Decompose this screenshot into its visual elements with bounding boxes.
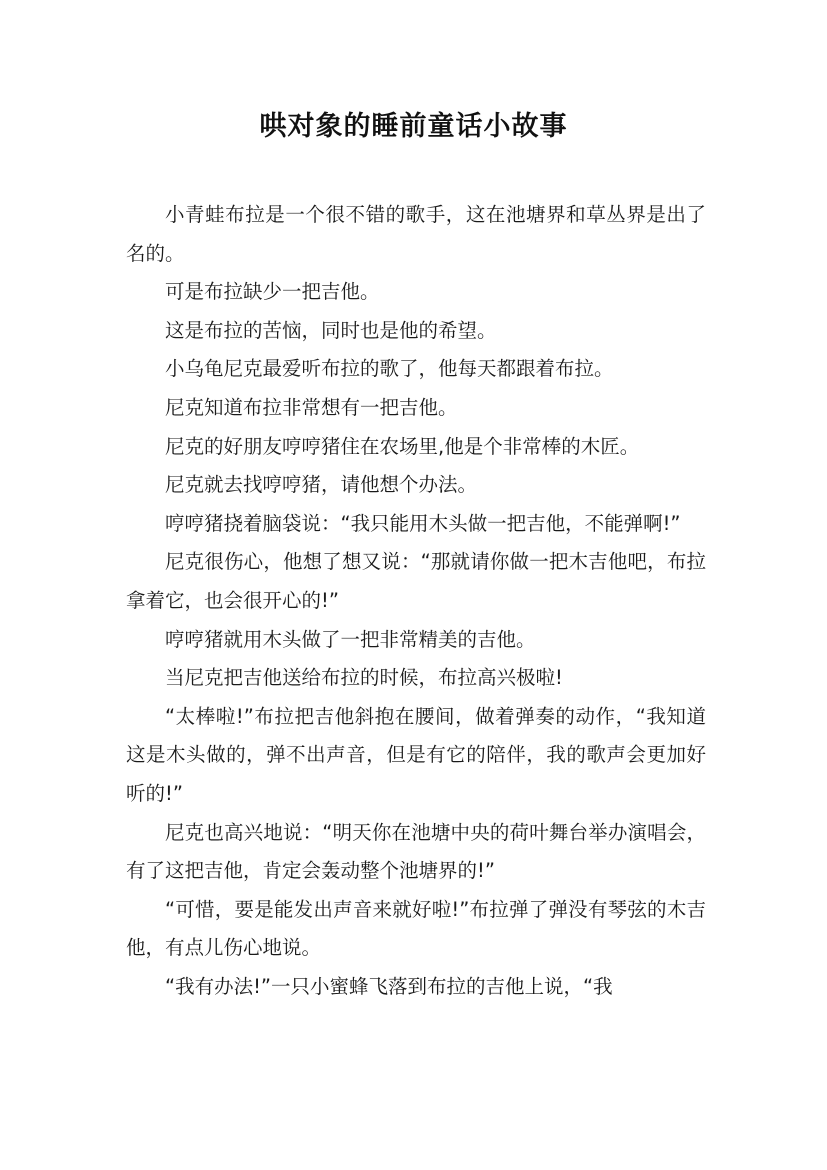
- paragraph: “我有办法!”一只小蜜蜂飞落到布拉的吉他上说，“我: [165, 974, 613, 998]
- paragraph: 小乌龟尼克最爱听布拉的歌了，他每天都跟着布拉。: [165, 357, 614, 381]
- paragraph: 尼克知道布拉非常想有一把吉他。: [165, 395, 458, 419]
- paragraph: 当尼克把吉他送给布拉的时候，布拉高兴极啦!: [165, 666, 563, 690]
- paragraph: “太棒啦!”布拉把吉他斜抱在腰间，做着弹奏的动作，“我知道这是木头做的，弹不出声音，但是有它的陪伴，我的歌声会更加好听的!”: [126, 704, 706, 805]
- paragraph: 这是布拉的苦恼，同时也是他的希望。: [165, 318, 497, 342]
- paragraph: 尼克很伤心，他想了想又说：“那就请你做一把木吉他吧，布拉拿着它，也会很开心的!”: [126, 550, 706, 612]
- paragraph: 尼克也高兴地说：“明天你在池塘中央的荷叶舞台举办演唱会，有了这把吉他，肯定会轰动整个池塘界的!”: [126, 820, 706, 883]
- paragraph: 尼克的好朋友哼哼猪住在农场里,他是个非常棒的木匠。: [165, 434, 640, 458]
- paragraph: 哼哼猪就用木头做了一把非常精美的吉他。: [165, 627, 536, 651]
- paragraph: 尼克就去找哼哼猪，请他想个办法。: [165, 473, 478, 497]
- paragraph: “可惜，要是能发出声音来就好啦!”布拉弹了弹没有琴弦的木吉他，有点儿伤心地说。: [126, 897, 706, 960]
- paragraph: 可是布拉缺少一把吉他。: [165, 280, 380, 304]
- document-body: [126, 196, 706, 1006]
- paragraph: 小青蛙布拉是一个很不错的歌手，这在池塘界和草丛界是出了名的。: [126, 203, 706, 265]
- paragraph: 哼哼猪挠着脑袋说：“我只能用木头做一把吉他，不能弹啊!”: [165, 511, 681, 535]
- document-title: 哄对象的睡前童话小故事: [259, 111, 568, 142]
